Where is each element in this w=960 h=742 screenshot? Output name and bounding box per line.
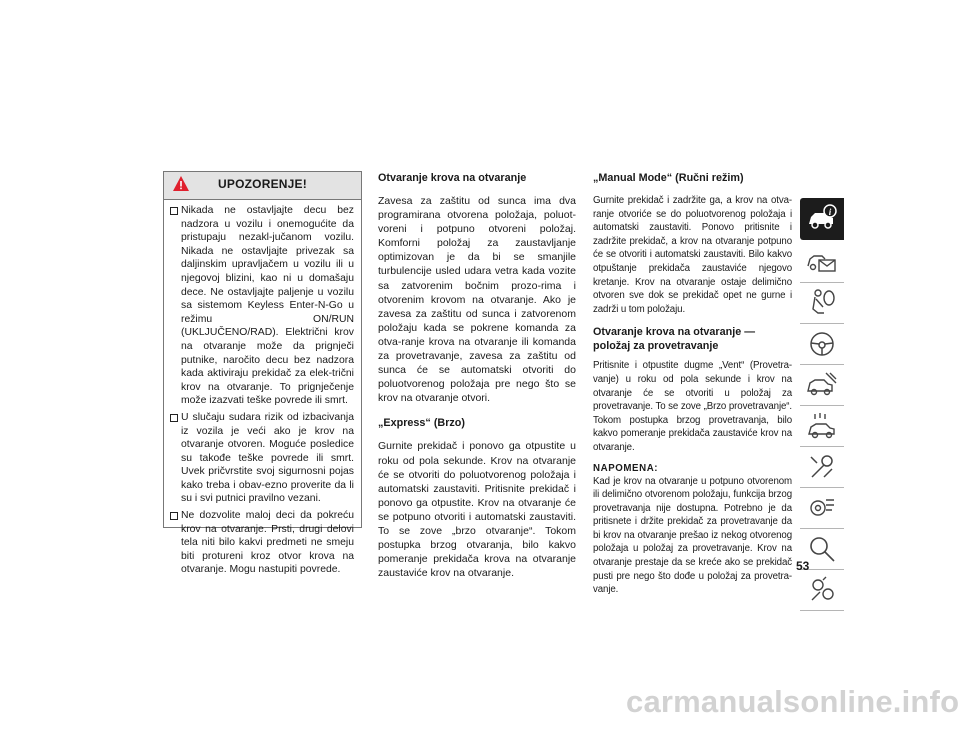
car-info-icon [806,202,838,234]
warning-box [163,171,362,576]
tab-servicing-maintenance[interactable] [800,406,844,447]
car-service-icon [806,492,838,524]
checkbox-bullet-icon [170,414,178,422]
tab-dashboard-messages[interactable] [800,242,844,283]
section-heading-express: „Express“ (Brzo) [378,417,465,430]
watermark: carmanualsonline.info [626,684,960,719]
section-heading: Otvaranje krova na otvaranje [378,172,527,184]
car-warning-lights-icon [806,410,838,442]
page-number: 53 [796,559,810,573]
paragraph: Gurnite prekidač i ponovo ga otpustite u roku od pola sekunde. Krov na otvaranje će se otvoriti do poluotvorenog položaja i automatski zaustaviti. Pritisnite prekidač i ponovo ga otpustite. Krov na otvaranje će se potpuno otvoriti i automatski zaustaviti. To se zove „brzo otvaranje“. Tokom postupka brzog otvaranja, bilo kakvo pomeranje prekidača krova na otvaranje zaustaviće krov na otvaranje. [378,440,576,580]
section-heading-vent: Otvaranje krova na otvaranje — položaj za provetravanje [593,326,756,353]
tools-icon [806,451,838,483]
tab-multimedia[interactable] [800,488,844,529]
tab-in-case-of-emergency[interactable] [800,365,844,406]
warning-item [170,411,354,506]
warning-item-text: Nikada ne ostavljajte decu bez nadzora u vozilu i onemogućite da pristupaju nezakl-jučanom vozilu. Nikada ne ostavljajte privezak sa daljinskim upravljačem u vozilu ili u njegovoj blizini, kao ni u domašaju dece. Ne ostavljajte paljenje u vozilu sa sistemom Keyless Enter-N-Go u režimu ON/RUN (UKLJUČENO/RAD). Električni krov na otvaranje može da prignječi putnike, naročito decu bez nadzora kada aktiviraju prekidač za elek-trični krov na otvaranje. To prignječenje može izazvati teške povrede ili smrt. [181,205,354,407]
warning-header [164,172,361,200]
note-text: Kad je krov na otvaranje u potpuno otvorenom ili delimično otvorenom položaju, funkcija brzog provetravanja nije dostupna. Potrebno je da pritisnete i držite prekidač za provetravanje da bi krov na otvaranje prešao iz nekog otvorenog položaja u položaj za provetravanje. Krov na otvaranje prestaje da se kreće ako se prekidač pusti pre nego što dođe u položaj za provetra-vanje. [593,475,792,596]
tab-index[interactable] [800,570,844,611]
tab-starting-operating[interactable] [800,324,844,365]
chapter-tabs [800,198,844,611]
checkbox-bullet-icon [170,207,178,215]
steering-wheel-icon [806,328,838,360]
middle-column [378,171,576,591]
right-column [593,171,792,606]
note-title: NAPOMENA: [593,462,659,474]
warning-item-text: U slučaju sudara rizik od izbacivanja iz vozila je veći ako je krov na otvaranje otvoren. Moguće posledice su takođe teške povrede ili smrt. Uvek pričvrstite svoj sigurnosni pojas kako treba i obav-ezno proverite da li su i svi putnici pravilno vezani. [181,411,354,505]
checkbox-bullet-icon [170,512,178,520]
multimedia-icon [806,574,838,606]
warning-item-text: Ne dozvolite maloj deci da pokreću krov na otvaranje. Prsti, drugi delovi tela niti bilo kakvi predmeti ne smeju biti protureni kroz otvor krova na otvaranje. Mogu nastupiti povrede. [181,510,354,576]
warning-item [170,204,354,408]
tab-safety[interactable] [800,283,844,324]
svg-text:i: i [828,207,832,217]
tab-getting-to-know-vehicle[interactable] [800,198,844,240]
paragraph: Gurnite prekidač i zadržite ga, a krov na otva-ranje otvoriće se do poluotvorenog položaja i automatski zaustaviti. Ponovo pritisnite i zadržite prekidač, a krov na otvaranje potpuno će se otvoriti i automatski zaustaviti. Bilo kakvo otpuštanje prekidača zaustaviće njegovo kretanje. Krov na otvaranje ostaje delimično otvoren sve dok se prekidač opet ne gurne i zadrži u tom položaju. [593,195,792,315]
seatbelt-airbag-icon [806,287,838,319]
warning-list [164,200,361,577]
warning-title: UPOZORENJE! [218,177,307,191]
car-mail-icon [806,246,838,278]
section-heading-manual: „Manual Mode“ (Ručni režim) [593,172,744,184]
paragraph: Zavesa za zaštitu od sunca ima dva programirana otvorena položaja, poluot-voreni i potpuno otvoreni položaj. Komforni položaj za zaustavljanje optimizovan je da bi se smanjile turbulencije usled udara vetra kada vozite sa zatvorenim bočnim prozo-rima i otvorenim krovom na otvaranje. Ako je zavesa za zaštitu od sunca i zatvorenom položaju kada se pokrene komanda za otva-ranje krova na otvaranje ili komanda za provetravanje, zavesa za zaštitu od sunca će se automatski otvoriti do poluotvorenog položaja pre nego što se krov na otvaranje otvori. [378,195,576,405]
paragraph: Pritisnite i otpustite dugme „Vent“ (Provetra-vanje) u roku od pola sekunde i krov na otvaranje će se otvoriti u položaj za provetravanje. To se zove „Brzo provetravanje“. Tokom postupka brzog provetravanja, bilo kakvo pomeranje prekidača zaustaviće krov na otvaranje. [593,360,792,453]
car-road-icon [806,369,838,401]
tab-technical-specifications[interactable] [800,447,844,488]
warning-item [170,509,354,577]
